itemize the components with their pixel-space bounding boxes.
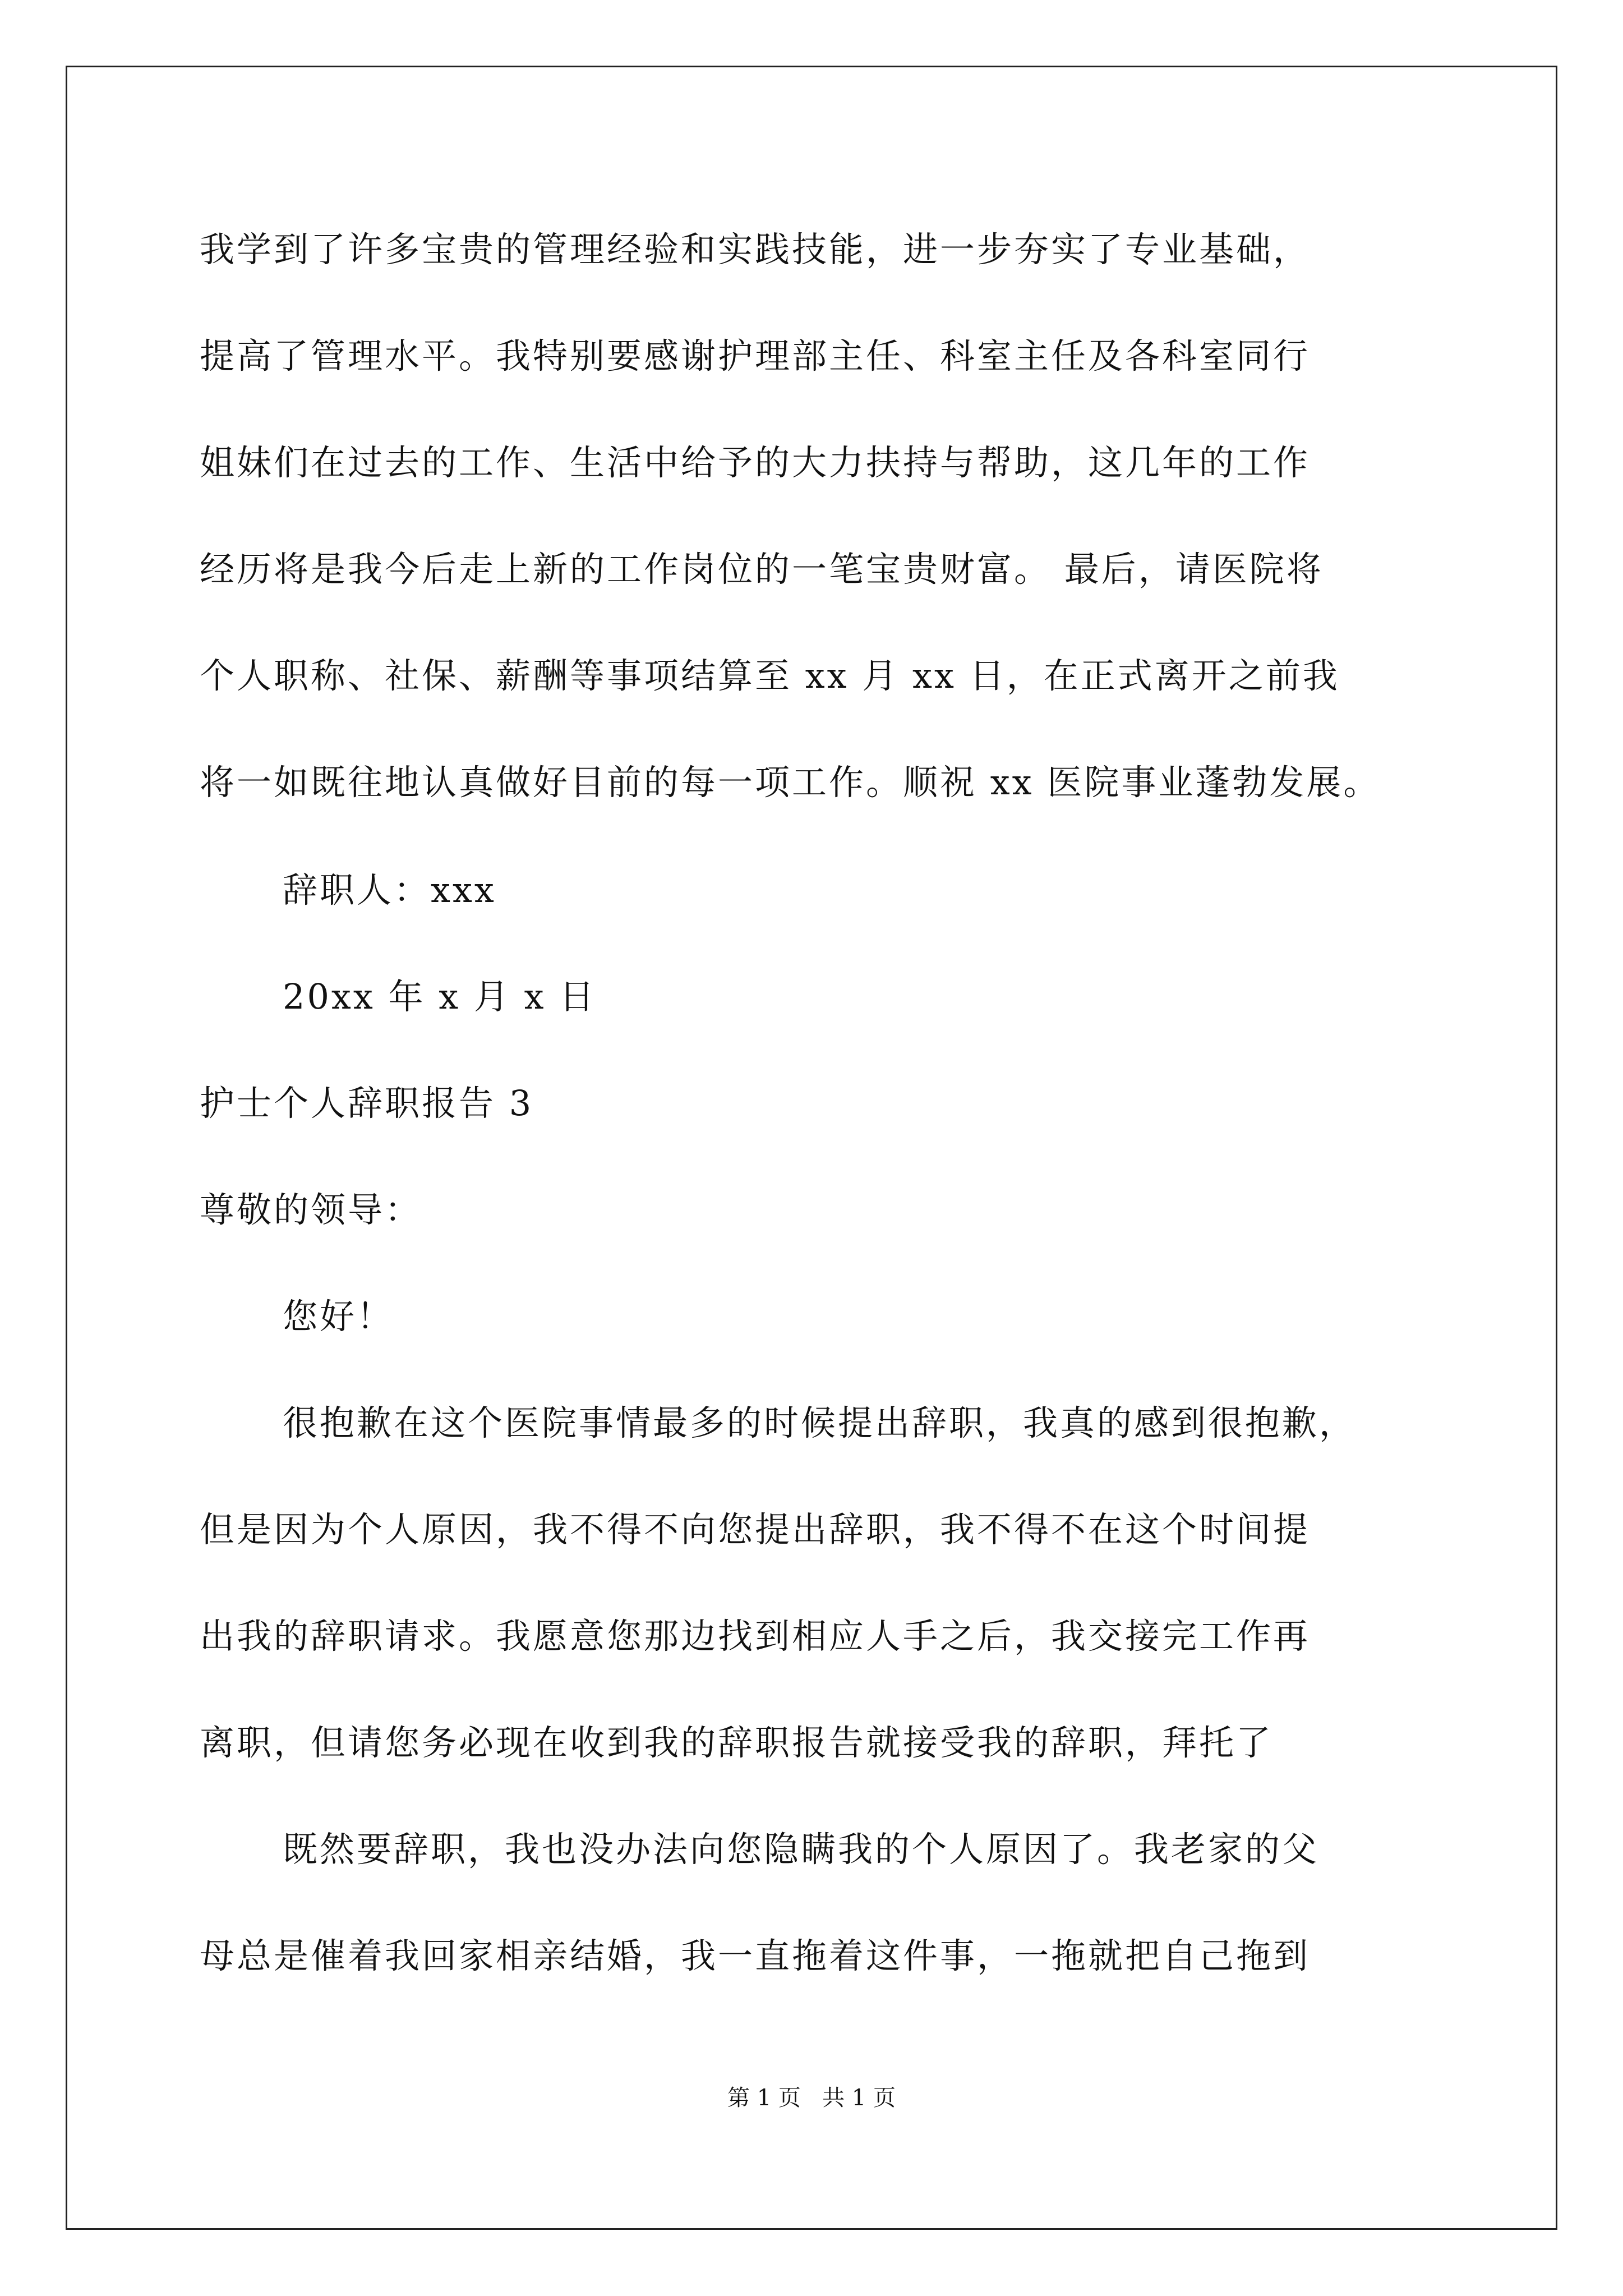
body-line: 我学到了许多宝贵的管理经验和实践技能，进一步夯实了专业基础， bbox=[200, 229, 1311, 270]
salutation: 尊敬的领导： bbox=[200, 1189, 422, 1230]
body-line: 将一如既往地认真做好目前的每一项工作。顺祝 xx 医院事业蓬勃发展。 bbox=[200, 762, 1381, 803]
body-line: 出我的辞职请求。我愿意您那边找到相应人手之后，我交接完工作再 bbox=[200, 1616, 1311, 1657]
greeting: 您好！ bbox=[283, 1296, 394, 1337]
body-line: 提高了管理水平。我特别要感谢护理部主任、科室主任及各科室同行 bbox=[200, 335, 1311, 376]
date-line: 20xx 年 x 月 x 日 bbox=[283, 976, 597, 1017]
body-line: 经历将是我今后走上新的工作岗位的一笔宝贵财富。 最后，请医院将 bbox=[200, 549, 1324, 590]
body-line: 母总是催着我回家相亲结婚，我一直拖着这件事，一拖就把自己拖到 bbox=[200, 1935, 1311, 1976]
body-line: 很抱歉在这个医院事情最多的时候提出辞职，我真的感到很抱歉， bbox=[283, 1402, 1357, 1443]
page-footer: 第 1 页 共 1 页 bbox=[727, 2085, 896, 2111]
body-line: 个人职称、社保、薪酬等事项结算至 xx 月 xx 日，在正式离开之前我 bbox=[200, 655, 1340, 696]
body-line: 既然要辞职，我也没办法向您隐瞒我的个人原因了。我老家的父 bbox=[283, 1829, 1320, 1870]
body-line: 但是因为个人原因，我不得不向您提出辞职，我不得不在这个时间提 bbox=[200, 1509, 1311, 1550]
body-line: 姐妹们在过去的工作、生活中给予的大力扶持与帮助，这几年的工作 bbox=[200, 442, 1311, 483]
section-title: 护士个人辞职报告 3 bbox=[200, 1083, 534, 1124]
body-line: 离职，但请您务必现在收到我的辞职报告就接受我的辞职，拜托了 bbox=[200, 1722, 1274, 1763]
page-border bbox=[66, 66, 1557, 2230]
signature-line: 辞职人：xxx bbox=[283, 869, 496, 910]
